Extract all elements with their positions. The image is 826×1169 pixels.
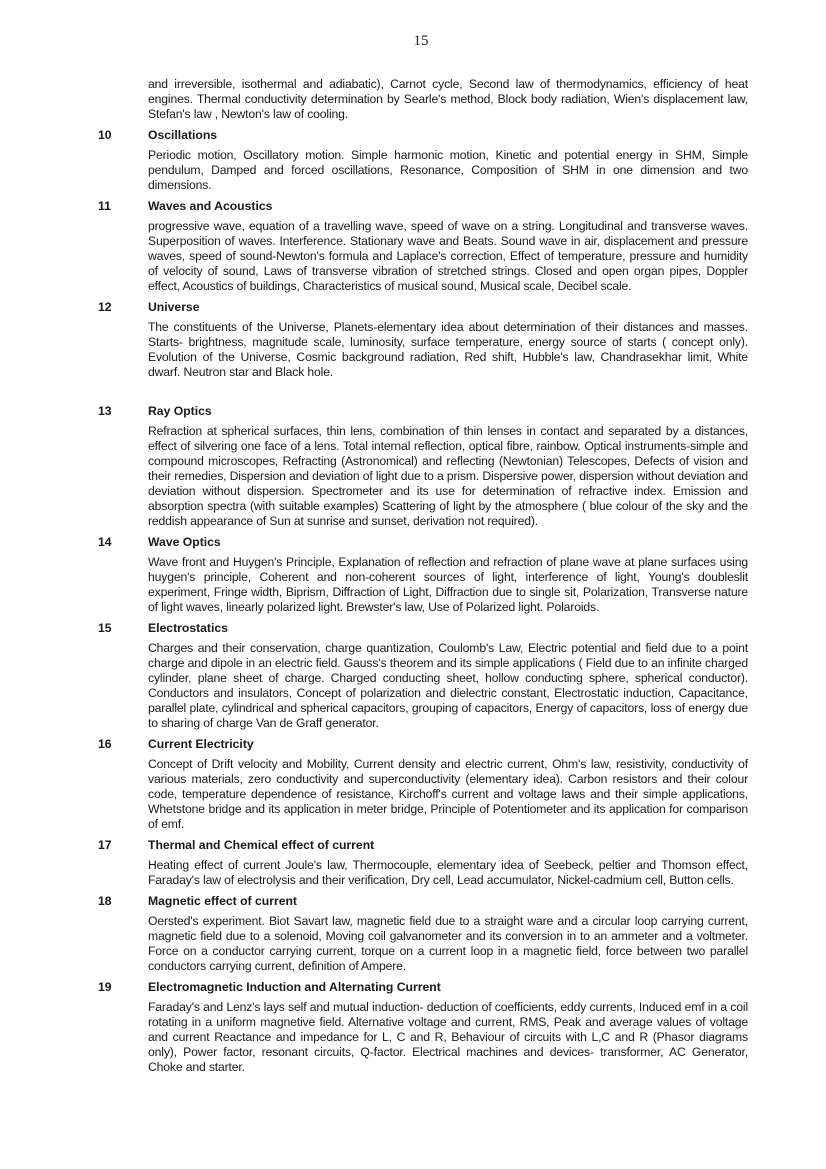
section-heading [98,621,748,636]
syllabus-content [98,77,748,1075]
section-title: Magnetic effect of current [148,894,297,908]
section-heading [98,838,748,853]
section-magnetic-effect [98,894,748,974]
section-wave-optics [98,535,748,615]
section-heading [98,404,748,419]
section-thermal-chemical-effect [98,838,748,888]
section-heading [98,737,748,752]
section-title: Wave Optics [148,535,221,549]
section-heading [98,535,748,550]
section-number: 16 [98,737,112,751]
section-body: Charges and their conservation, charge quantization, Coulomb's Law, Electric potential and field due to a point charge and dipole in an electric field. Gauss's theorem and its simple applications ( Field due to an infinite charged cylinder, plane sheet of charge. Charged conducting sheet, hollow conducting sphere, spherical conductor). Conductors and insulators, Concept of polarization and dielectric constant, Electrostatic induction, Capacitance, parallel plate, cylindrical and spherical capacitors, grouping of capacitors, Energy of capacitors, loss of energy due to sharing of charge Van de Graff generator. [148,641,748,730]
section-heading [98,199,748,214]
section-title: Electromagnetic Induction and Alternating Current [148,980,441,994]
section-number: 11 [98,199,111,213]
section-em-induction-ac [98,980,748,1075]
section-title: Oscillations [148,128,218,142]
section-body: progressive wave, equation of a travelling wave, speed of wave on a string. Longitudinal and transverse waves. Superposition of waves. Interference. Stationary wave and Beats. Sound wave in air, displacement and pressure waves, speed of sound-Newton's formula and Laplace's correction, Effect of temperature, pressure and humidity of velocity of sound, Laws of transverse vibration of stretched strings. Closed and open organ pipes, Doppler effect, Acoustics of buildings, Characteristics of musical sound, Musical scale, Decibel scale. [148,219,748,293]
section-body: The constituents of the Universe, Planets-elementary idea about determination of their distances and masses. Starts- brightness, magnitude scale, luminosity, surface temperature, energy source of starts ( concept only). Evolution of the Universe, Cosmic background radiation, Red shift, Hubble's law, Chandrasekhar limit, White dwarf. Neutron star and Black hole. [148,320,748,379]
section-title: Thermal and Chemical effect of current [148,838,375,852]
section-heading [98,980,748,995]
section-heading [98,894,748,909]
section-ray-optics [98,404,748,529]
section-number: 18 [98,894,112,908]
section-number: 10 [98,128,112,142]
section-number: 12 [98,300,112,314]
section-number: 13 [98,404,112,418]
section-title: Current Electricity [148,737,254,751]
section-waves-acoustics [98,199,748,294]
section-body: Concept of Drift velocity and Mobility, Current density and electric current, Ohm's law, resistivity, conductivity of various materials, zero conductivity and superconductivity (elementary idea). Carbon resistors and their colour code, temperature dependence of resistance, Kirchoff's current and voltage laws and their simple applications, Whetstone bridge and its application in meter bridge, Principle of Potentiometer and its application for comparison of emf. [148,757,748,831]
section-electrostatics [98,621,748,731]
intro-paragraph: and irreversible, isothermal and adiabatic), Carnot cycle, Second law of thermodynamics, efficiency of heat engines. Thermal conductivity determination by Searle's method, Block body radiation, Wien's displacement law, Stefan's law , Newton's law of cooling. [148,77,748,121]
section-heading [98,128,748,143]
section-body: Periodic motion, Oscillatory motion. Simple harmonic motion, Kinetic and potential energy in SHM, Simple pendulum, Damped and forced oscillations, Resonance, Composition of SHM in one dimension and two dimensions. [148,148,748,192]
section-number: 19 [98,980,112,994]
section-body: Oersted's experiment. Biot Savart law, magnetic field due to a straight ware and a circular loop carrying current, magnetic field due to a solenoid, Moving coil galvanometer and its conversion in to an ammeter and a voltmeter. Force on a conductor carrying current, torque on a current loop in a magnetic field, force between two parallel conductors carrying current, definition of Ampere. [148,914,748,973]
section-title: Waves and Acoustics [148,199,273,213]
section-body: Heating effect of current Joule's law, Thermocouple, elementary idea of Seebeck, peltier and Thomson effect, Faraday's law of electrolysis and their verification, Dry cell, Lead accumulator, Nickel-cadmium cell, Button cells. [148,858,748,887]
section-body: Refraction at spherical surfaces, thin lens, combination of thin lenses in contact and separated by a distances, effect of silvering one face of a lens. Total internal reflection, optical fibre, rainbow. Optical instruments-simple and compound microscopes, Refracting (Astronomical) and reflecting (Newtonian) Telescopes, Defects of vision and their remedies, Dispersion and deviation of light due to a prism. Dispersive power, dispersion without deviation and deviation without dispersion. Spectrometer and its use for determination of refractive index. Emission and absorption spectra (with suitable examples) Scattering of light by the atmosphere ( blue colour of the sky and the reddish appearance of Sun at sunrise and sunset, derivation not required). [148,424,748,528]
section-title: Electrostatics [148,621,228,635]
section-title: Universe [148,300,200,314]
section-body: Wave front and Huygen's Principle, Explanation of reflection and refraction of plane wave at plane surfaces using huygen's principle, Coherent and non-coherent sources of light, interference of light, Young's doubleslit experiment, Fringe width, Biprism, Diffraction of Light, Diffraction due to single sit, Polarization, Transverse nature of light waves, linearly polarized light. Brewster's law, Use of Polarized light. Polaroids. [148,555,748,614]
section-number: 14 [98,535,112,549]
section-body: Faraday's and Lenz's lays self and mutual induction- deduction of coefficients, eddy currents, Induced emf in a coil rotating in a uniform magnetive field. Alternative voltage and current, RMS, Peak and average values of voltage and current Reactance and impedance for L, C and R, Behaviour of circuits with L,C and R (Phasor diagrams only), Power factor, resonant circuits, Q-factor. Electrical machines and devices- transformer, AC Generator, Choke and starter. [148,1000,748,1074]
section-oscillations [98,128,748,193]
section-current-electricity [98,737,748,832]
section-universe [98,300,748,380]
section-number: 15 [98,621,112,635]
section-number: 17 [98,838,112,852]
section-title: Ray Optics [148,404,212,418]
section-heading [98,300,748,315]
page-number: 15 [413,33,429,49]
